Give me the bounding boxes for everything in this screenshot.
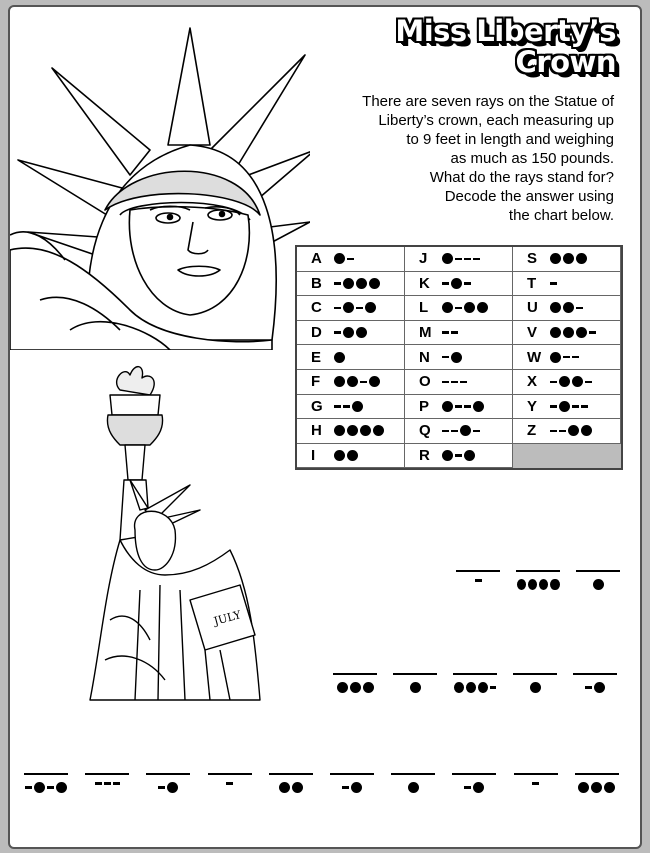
morse-code [441,352,462,363]
chart-cell-f [297,370,405,395]
morse-dash [563,356,570,359]
morse-code [333,278,380,289]
description-line: What do the rays stand for? [429,169,614,186]
morse-code [333,253,354,264]
morse-dash [460,381,467,384]
morse-dot [593,579,604,590]
morse-code [549,282,557,285]
morse-dash [550,430,557,433]
chart-letter: Q [419,422,431,440]
morse-dash [455,405,462,408]
morse-dash [113,782,120,785]
morse-dot [550,579,559,590]
morse-code [333,327,367,338]
morse-dot [334,450,345,461]
morse-dot [334,376,345,387]
morse-dot [442,253,453,264]
morse-dash [343,405,350,408]
morse-dot [442,302,453,313]
chart-letter: K [419,274,430,292]
morse-code [453,682,497,693]
morse-code [549,327,596,338]
chart-cell-j [405,247,513,272]
morse-dot [369,278,380,289]
morse-code [573,682,617,693]
morse-dot [350,682,361,693]
morse-dot [279,782,290,793]
morse-code [269,782,313,793]
morse-code [146,782,190,793]
chart-letter: U [527,299,538,317]
answer-blank[interactable] [85,773,129,805]
morse-dot [451,352,462,363]
svg-text:JULY: JULY [212,608,243,628]
morse-dot [334,352,345,363]
morse-dot [365,302,376,313]
chart-cell-y [513,395,621,420]
morse-code [441,450,475,461]
statue-full-illustration [80,360,280,710]
chart-letter: I [311,447,316,465]
answer-blank[interactable] [208,773,252,805]
morse-dash [442,381,449,384]
morse-dash [25,786,32,789]
morse-dash [572,405,579,408]
morse-dash [334,331,341,334]
answer-line [514,773,558,775]
answer-line [573,673,617,675]
chart-cell-h [297,419,405,444]
chart-letter: L [419,299,429,317]
morse-code [333,352,345,363]
chart-cell-r [405,444,513,469]
answer-blank[interactable] [146,773,190,805]
chart-cell-z [513,419,621,444]
morse-dash [455,307,462,310]
morse-dot [454,682,464,693]
morse-dot [466,682,476,693]
morse-code [441,253,480,264]
morse-dot [356,278,367,289]
morse-dot [464,302,475,313]
answer-blank[interactable] [333,673,377,705]
morse-dash [464,258,471,261]
morse-dash [589,331,596,334]
answer-line [516,570,560,572]
morse-code [549,302,583,313]
morse-code [441,401,484,412]
morse-dot [572,376,583,387]
morse-dot [576,327,587,338]
morse-dot [442,450,453,461]
chart-letter: M [419,324,432,342]
morse-dot [594,682,605,693]
morse-dot [539,579,548,590]
morse-dot [578,782,589,793]
morse-dot [568,425,579,436]
chart-cell-q [405,419,513,444]
chart-cell-g [297,395,405,420]
morse-code [513,682,557,693]
answer-blank[interactable] [330,773,374,805]
morse-dot [473,401,484,412]
morse-dash [47,786,54,789]
chart-letter: O [419,373,431,391]
morse-dash [158,786,165,789]
chart-cell-v [513,321,621,346]
morse-dot [343,327,354,338]
morse-code [441,381,467,384]
chart-letter: T [527,274,537,292]
morse-code [24,782,68,793]
morse-dash [473,430,480,433]
chart-cell-n [405,345,513,370]
morse-dot [347,450,358,461]
morse-dash [475,579,482,582]
morse-dot [559,401,570,412]
morse-code [549,376,592,387]
chart-letter: D [311,324,322,342]
chart-cell-p [405,395,513,420]
answer-line [208,773,252,775]
chart-letter: R [419,447,430,465]
answer-blank[interactable] [269,773,313,805]
answer-line [393,673,437,675]
morse-dash [455,454,462,457]
morse-dash [226,782,233,785]
morse-dot [351,782,362,793]
chart-letter: F [311,373,321,391]
chart-letter: H [311,422,322,440]
morse-dot [356,327,367,338]
chart-cell-l [405,296,513,321]
morse-dot [477,302,488,313]
chart-cell-m [405,321,513,346]
morse-code [333,450,358,461]
chart-letter: J [419,250,428,268]
morse-dot [550,302,561,313]
morse-dash [442,331,449,334]
morse-dot [550,352,561,363]
morse-dot [347,425,358,436]
morse-dot [604,782,615,793]
morse-dash [451,331,458,334]
morse-dot [528,579,537,590]
morse-dash [585,686,592,689]
morse-code [441,302,488,313]
morse-dash [550,405,557,408]
chart-letter: X [527,373,538,391]
answer-blank[interactable] [456,570,500,602]
chart-letter: G [311,397,323,415]
page-title [395,16,616,78]
morse-code [516,579,560,590]
answer-blank[interactable] [453,673,497,705]
answer-blank[interactable] [516,570,560,602]
morse-dash [464,786,471,789]
morse-dot [334,425,345,436]
morse-dash [342,786,349,789]
description-line: Liberty’s crown, each measuring up [378,112,614,129]
morse-dot [550,327,561,338]
morse-dash [550,282,557,285]
morse-dot [591,782,602,793]
chart-cell-c [297,296,405,321]
chart-letter: P [419,397,430,415]
morse-dot [352,401,363,412]
morse-dash [442,356,449,359]
morse-dot [343,302,354,313]
morse-dash [356,307,363,310]
morse-dash [95,782,102,785]
description-line: the chart below. [508,207,614,224]
morse-dot [473,782,484,793]
morse-dash [451,381,458,384]
answer-blank[interactable] [393,673,437,705]
morse-dash [490,686,496,689]
morse-code [393,682,437,693]
morse-dot [563,253,574,264]
chart-letter: A [311,250,322,268]
chart-cell-i [297,444,405,469]
morse-dot [576,253,587,264]
chart-cell-d [297,321,405,346]
morse-dot [581,425,592,436]
morse-dash [104,782,111,785]
chart-cell-e [297,345,405,370]
description-line: to 9 feet in length and weighing [406,131,614,148]
morse-dash [451,430,458,433]
morse-code [452,782,496,793]
chart-letter: B [311,274,322,292]
answer-line [575,773,619,775]
answer-blank[interactable] [391,773,435,805]
morse-dot [369,376,380,387]
morse-code [208,782,252,785]
morse-code [330,782,374,793]
morse-dash [576,307,583,310]
morse-dash [572,356,579,359]
morse-code [576,579,620,590]
morse-dash [334,282,341,285]
morse-code [441,278,471,289]
morse-dash [532,782,539,785]
answer-blank[interactable] [575,773,619,805]
morse-dot [451,278,462,289]
morse-code [391,782,435,793]
morse-code [441,425,480,436]
answer-line [452,773,496,775]
morse-dot [56,782,67,793]
morse-code [333,682,377,693]
chart-letter: E [311,348,322,366]
description-line: Decode the answer using [444,188,614,205]
morse-dash [464,282,471,285]
morse-code [333,425,384,436]
statue-head-illustration [10,10,310,350]
morse-dot [343,278,354,289]
morse-dash [334,405,341,408]
chart-letter: W [527,348,542,366]
chart-letter: Z [527,422,537,440]
answer-blank[interactable] [573,673,617,705]
answer-line [456,570,500,572]
chart-cell-o [405,370,513,395]
chart-cell-w [513,345,621,370]
title-line-2: Crown [515,45,616,79]
answer-line [24,773,68,775]
title-line-1: Miss Liberty’s [395,14,616,48]
answer-line [146,773,190,775]
description-line: There are seven rays on the Statue of [362,93,614,110]
morse-dot [550,253,561,264]
description-line: as much as 150 pounds. [450,150,614,167]
morse-dot [563,327,574,338]
chart-grid [295,245,623,470]
chart-cell-a [297,247,405,272]
answer-blank[interactable] [514,773,558,805]
morse-code [333,302,376,313]
morse-code [456,579,500,582]
morse-code [85,782,129,785]
chart-cell-b [297,272,405,297]
morse-code [514,782,558,785]
answer-line [453,673,497,675]
morse-dot [408,782,419,793]
morse-dash [473,258,480,261]
morse-code [549,425,592,436]
morse-dot [373,425,384,436]
morse-dot [464,450,475,461]
answer-line [576,570,620,572]
chart-letter: V [527,324,538,342]
morse-dash [334,307,341,310]
morse-code [549,401,588,412]
morse-dot [478,682,488,693]
morse-dash [585,381,592,384]
morse-code [441,331,458,334]
morse-code [333,376,380,387]
chart-letter: Y [527,397,538,415]
description [314,92,614,225]
morse-dot [410,682,421,693]
morse-dot [347,376,358,387]
morse-dash [360,381,367,384]
morse-dot [442,401,453,412]
answer-blank[interactable] [452,773,496,805]
morse-dash [455,258,462,261]
chart-cell-t [513,272,621,297]
answer-line [85,773,129,775]
morse-dot [563,302,574,313]
answer-line [333,673,377,675]
morse-code [575,782,619,793]
answer-line [391,773,435,775]
morse-dot [460,425,471,436]
chart-letter: C [311,299,322,317]
chart-letter: N [419,348,430,366]
answer-blank[interactable] [576,570,620,602]
chart-cell-s [513,247,621,272]
morse-code [333,401,363,412]
morse-dot [517,579,526,590]
answer-line [513,673,557,675]
morse-dot [337,682,348,693]
morse-dot [34,782,45,793]
morse-dash [550,381,557,384]
morse-dash [442,430,449,433]
morse-dot [292,782,303,793]
answer-blank[interactable] [24,773,68,805]
morse-dot [360,425,371,436]
morse-code [549,253,587,264]
answer-line [330,773,374,775]
morse-dot [334,253,345,264]
morse-dot [559,376,570,387]
morse-dash [464,405,471,408]
morse-code [549,352,579,363]
chart-cell-k [405,272,513,297]
chart-cell-x [513,370,621,395]
answer-blank[interactable] [513,673,557,705]
morse-dot [530,682,541,693]
chart-letter: S [527,250,538,268]
chart-cell-u [513,296,621,321]
morse-dash [347,258,354,261]
morse-dot [167,782,178,793]
morse-dash [559,430,566,433]
morse-dash [581,405,588,408]
answer-line [269,773,313,775]
morse-dash [442,282,449,285]
morse-dot [363,682,374,693]
